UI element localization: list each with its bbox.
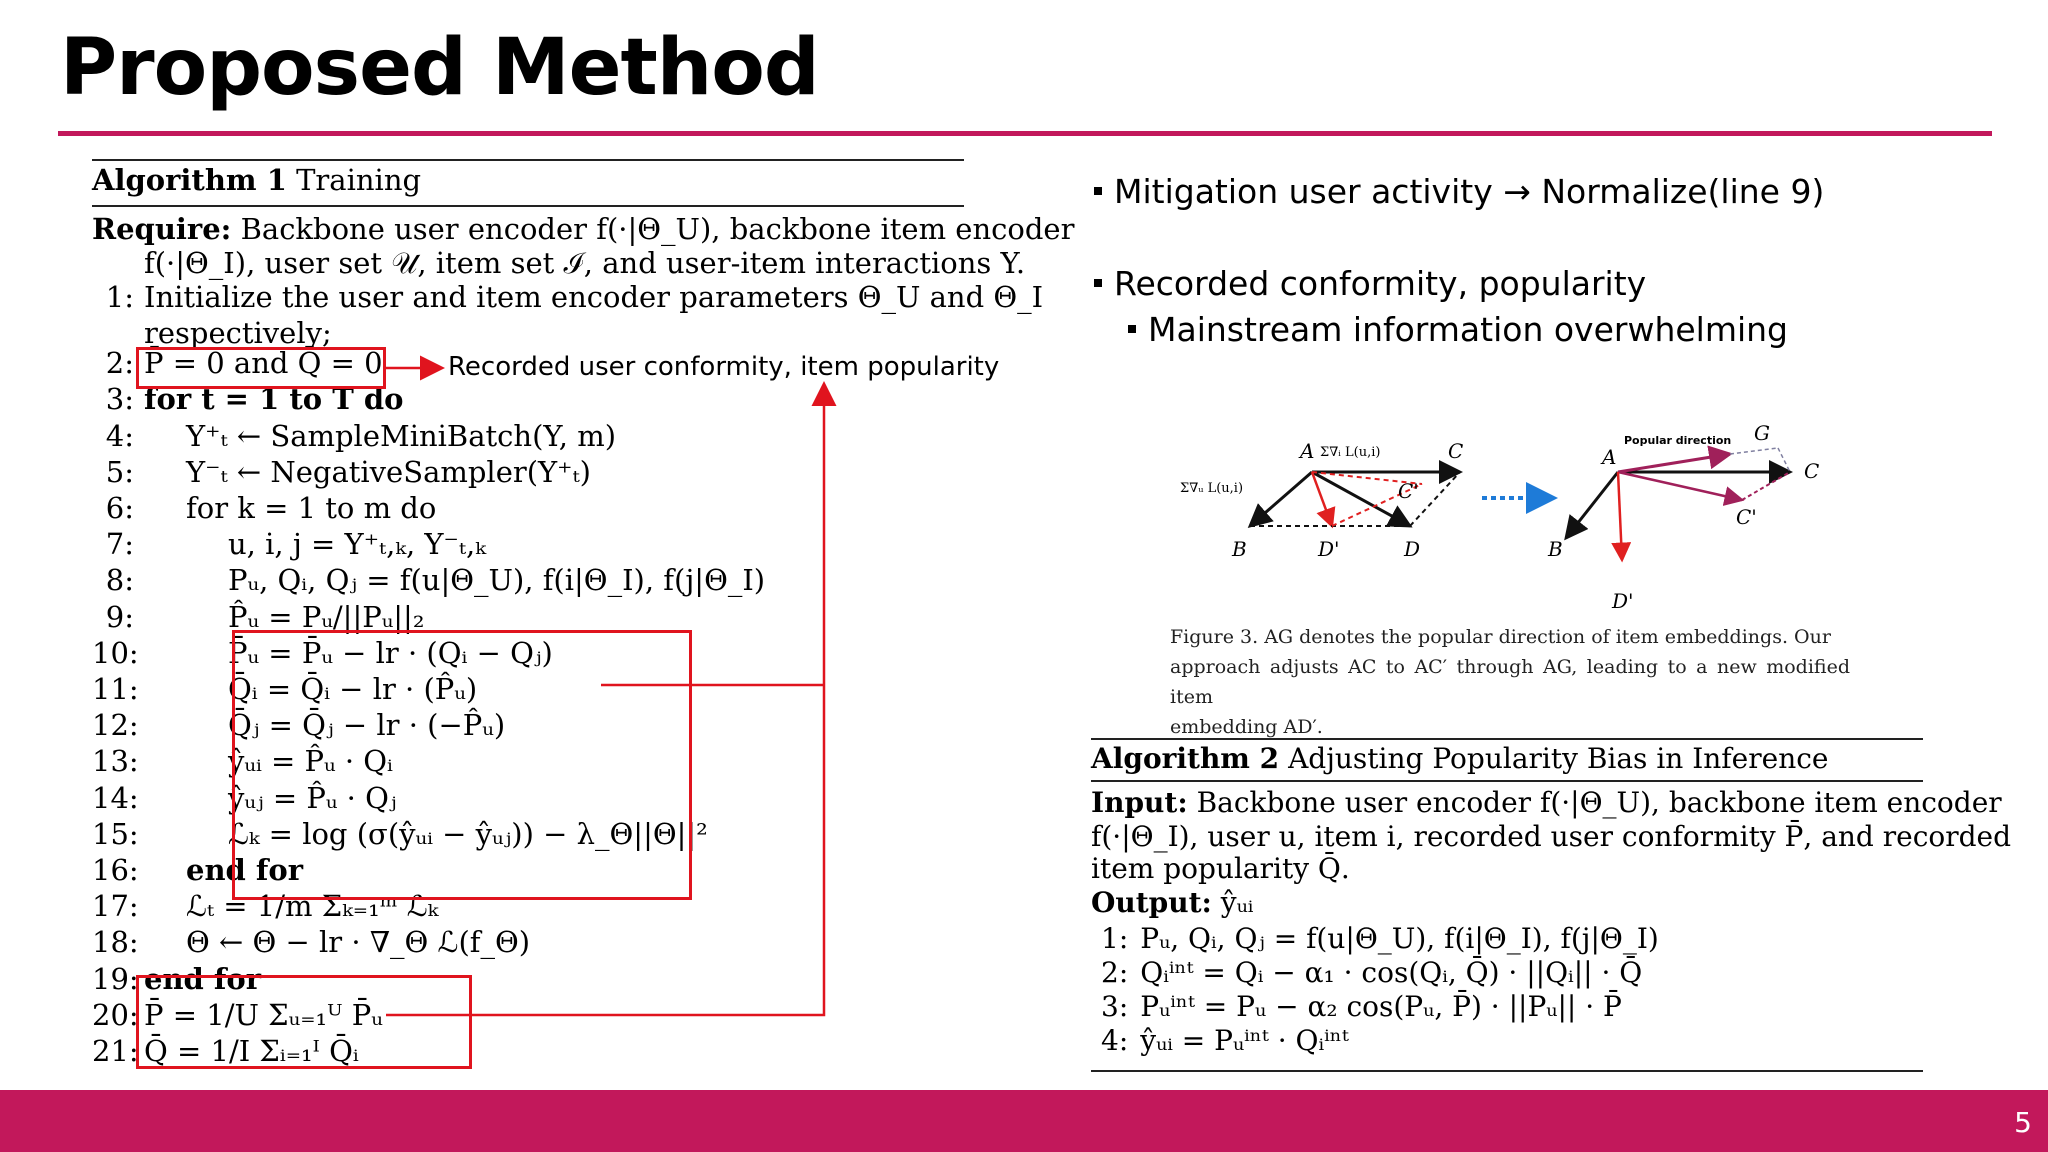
algo1-line-number: 4: bbox=[105, 418, 134, 453]
connector-lines-20-21 bbox=[386, 386, 824, 1015]
figure-3-caption bbox=[1170, 622, 1850, 742]
algo1-line-text: end for bbox=[144, 961, 262, 996]
slide-title: Proposed Method bbox=[60, 23, 819, 113]
algo1-line-number: 21: bbox=[92, 1034, 139, 1068]
right-diagram bbox=[1547, 421, 1819, 613]
algo2-step-number: 3: bbox=[1101, 990, 1129, 1023]
annotation-label: Recorded user conformity, item popularity bbox=[448, 352, 1000, 382]
algo1-line-number: 15: bbox=[92, 816, 139, 851]
algo2-input-1: Backbone user encoder f(·|Θ_U), backbone item encoder bbox=[1196, 786, 2002, 819]
algo1-line-number: 19: bbox=[92, 961, 139, 996]
algo1-line-text: P̄ᵤ = P̄ᵤ − lr · (Qᵢ − Qⱼ) bbox=[228, 635, 553, 670]
right-label-A: A bbox=[1602, 445, 1617, 469]
algo1-line-text: Θ ← Θ − lr · ∇_Θ ℒ(f_Θ) bbox=[186, 925, 531, 960]
left-label-C-prime: C' bbox=[1398, 479, 1419, 503]
algo1-line-text: Pᵤ, Qᵢ, Qⱼ = f(u|Θ_U), f(i|Θ_I), f(j|Θ_I) bbox=[228, 563, 766, 598]
algo1-line-number: 6: bbox=[105, 491, 134, 525]
algo1-line-number: 18: bbox=[92, 925, 139, 960]
algo1-line-text: ŷᵤⱼ = P̂ᵤ · Qⱼ bbox=[228, 780, 397, 815]
algo1-line-text: P̄ = 0 and Q̄ = 0 bbox=[144, 346, 383, 381]
left-sum-top: Σ∇ᵢ L(u,i) bbox=[1320, 445, 1381, 460]
left-label-C: C bbox=[1448, 439, 1464, 463]
algo1-line-number: 11: bbox=[92, 672, 139, 706]
right-popular-label: Popular direction bbox=[1624, 434, 1732, 447]
bullet-square-icon bbox=[1094, 279, 1102, 287]
bullet-item: Recorded conformity, popularity bbox=[1094, 264, 1646, 303]
algo2-step bbox=[1101, 922, 1659, 955]
caption-line: Figure 3. AG denotes the popular direction of item embeddings. Our bbox=[1170, 626, 1831, 648]
algo1-line-text: Q̄ⱼ = Q̄ⱼ − lr · (−P̂ᵤ) bbox=[228, 708, 506, 743]
algo2-step-number: 1: bbox=[1101, 922, 1129, 955]
algo1-line-number: 7: bbox=[105, 527, 134, 562]
algo1-line-text: ŷᵤᵢ = P̂ᵤ · Qᵢ bbox=[228, 744, 393, 779]
algo1-line-text: Y⁺ₜ ← SampleMiniBatch(Y, m) bbox=[186, 418, 617, 453]
algo1-label: Algorithm 1 bbox=[92, 163, 287, 197]
algo2-input-2: f(·|Θ_I), user u, item i, recorded user conformity P̄, and recorded bbox=[1091, 820, 2012, 853]
algo1-line-number: 3: bbox=[105, 382, 134, 417]
sub-bullet-item: Mainstream information overwhelming bbox=[1128, 310, 1788, 349]
algo1-line-number: 8: bbox=[105, 563, 134, 598]
algorithm-2 bbox=[1091, 736, 2012, 1076]
algo2-top-rule bbox=[1091, 738, 1923, 740]
algo2-step-text: Pᵤ, Qᵢ, Qⱼ = f(u|Θ_U), f(i|Θ_I), f(j|Θ_I) bbox=[1140, 922, 1659, 955]
algo1-line-number: 1: bbox=[105, 280, 134, 314]
algo2-step-number: 4: bbox=[1101, 1024, 1129, 1057]
left-label-A: A bbox=[1300, 439, 1315, 463]
right-label-C: C bbox=[1804, 459, 1820, 483]
algo2-name: Adjusting Popularity Bias in Inference bbox=[1288, 742, 1829, 775]
algo2-input-3: item popularity Q̄. bbox=[1091, 852, 1350, 885]
algo2-step bbox=[1101, 990, 1622, 1023]
caption-line: approach adjusts AC to AC′ through AG, leading to a new modified item bbox=[1170, 656, 1850, 708]
algo1-line-number: 5: bbox=[105, 454, 134, 489]
algo2-output-val: ŷᵤᵢ bbox=[1220, 886, 1254, 919]
algo2-output bbox=[1091, 886, 1253, 919]
algo1-line-text: for k = 1 to m do bbox=[186, 491, 437, 525]
algo2-bottom-rule bbox=[1091, 1070, 1923, 1072]
right-label-B: B bbox=[1548, 537, 1563, 561]
algo2-input bbox=[1091, 786, 2002, 819]
algo1-line-text: u, i, j = Y⁺ₜ,ₖ, Y⁻ₜ,ₖ bbox=[228, 527, 486, 562]
algo2-step-text: ŷᵤᵢ = Pᵤⁱⁿᵗ · Qᵢⁱⁿᵗ bbox=[1140, 1024, 1349, 1057]
bullet-square-icon bbox=[1094, 187, 1102, 195]
algo2-step bbox=[1101, 956, 1642, 989]
algo1-line-text: ℒₜ = 1/m Σₖ₌₁ᵐ ℒₖ bbox=[186, 889, 439, 924]
algo1-require-kw: Require: bbox=[92, 212, 232, 246]
bullet-item: Mitigation user activity → Normalize(line 9) bbox=[1094, 172, 1824, 211]
algo1-name: Training bbox=[296, 163, 422, 197]
algo2-header bbox=[1091, 742, 1828, 775]
algo1-line-number: 2: bbox=[105, 346, 134, 381]
left-label-D: D bbox=[1404, 537, 1421, 561]
algo1-line-text: end for bbox=[186, 853, 304, 887]
left-label-B: B bbox=[1232, 537, 1247, 561]
algo2-mid-rule bbox=[1091, 780, 1923, 782]
algo1-line-number: 10: bbox=[92, 635, 139, 670]
page-number: 5 bbox=[2014, 1106, 2032, 1139]
algo1-line-text: Q̄ = 1/I Σᵢ₌₁ᴵ Q̄ᵢ bbox=[144, 1034, 359, 1068]
algo1-line-text: Q̄ᵢ = Q̄ᵢ − lr · (P̂ᵤ) bbox=[228, 672, 478, 706]
left-label-D-prime: D' bbox=[1318, 537, 1340, 561]
algo1-line-text: for t = 1 to T do bbox=[144, 382, 404, 417]
algo1-line-text: ℒₖ = log (σ(ŷᵤᵢ − ŷᵤⱼ)) − λ_Θ||Θ||² bbox=[228, 816, 708, 851]
algo1-line-text: P̄ = 1/U Σᵤ₌₁ᵁ P̄ᵤ bbox=[144, 997, 383, 1032]
left-diagram bbox=[1180, 439, 1463, 561]
right-label-C-prime: C' bbox=[1736, 505, 1757, 529]
bullet-square-icon bbox=[1128, 325, 1136, 333]
caption-line: embedding AD′. bbox=[1170, 716, 1323, 738]
algo1-line-number: 9: bbox=[105, 599, 134, 634]
footer-bar bbox=[0, 1090, 2048, 1152]
algo1-line-text: P̂ᵤ = Pᵤ/||Pᵤ||₂ bbox=[228, 599, 425, 634]
right-label-D-prime: D' bbox=[1612, 589, 1634, 613]
algo2-label: Algorithm 2 bbox=[1091, 742, 1280, 775]
algo2-step-text: Pᵤⁱⁿᵗ = Pᵤ − α₂ cos(Pᵤ, P̄) · ||Pᵤ|| · P̄ bbox=[1140, 990, 1622, 1023]
algo1-line-text: respectively; bbox=[144, 316, 332, 351]
algo2-input-kw: Input: bbox=[1091, 786, 1188, 819]
algo1-require-cont: f(·|Θ_I), user set 𝒰, item set ℐ, and user-item interactions Y. bbox=[144, 246, 1026, 280]
algo1-line-number: 17: bbox=[92, 889, 139, 924]
algo1-line-text: Initialize the user and item encoder parameters Θ_U and Θ_I bbox=[144, 280, 1044, 314]
algo1-line-number: 16: bbox=[92, 853, 139, 887]
algo2-step bbox=[1101, 1024, 1349, 1057]
algo2-step-number: 2: bbox=[1101, 956, 1129, 989]
left-sum-left: Σ∇ᵤ L(u,i) bbox=[1180, 481, 1244, 496]
right-label-G: G bbox=[1754, 421, 1770, 445]
algo2-output-kw: Output: bbox=[1091, 886, 1212, 919]
algo1-line-number: 13: bbox=[92, 744, 139, 779]
algo1-line-text: Y⁻ₜ ← NegativeSampler(Y⁺ₜ) bbox=[186, 454, 591, 489]
algo2-step-text: Qᵢⁱⁿᵗ = Qᵢ − α₁ · cos(Qᵢ, Q̄) · ||Qᵢ|| · Q̄ bbox=[1140, 956, 1643, 989]
algo1-line-number: 12: bbox=[92, 708, 139, 743]
algo1-line-number: 14: bbox=[92, 780, 139, 815]
algo1-require-1: Backbone user encoder f(·|Θ_U), backbone item encoder bbox=[240, 212, 1075, 246]
algo1-line-number: 20: bbox=[92, 997, 139, 1032]
